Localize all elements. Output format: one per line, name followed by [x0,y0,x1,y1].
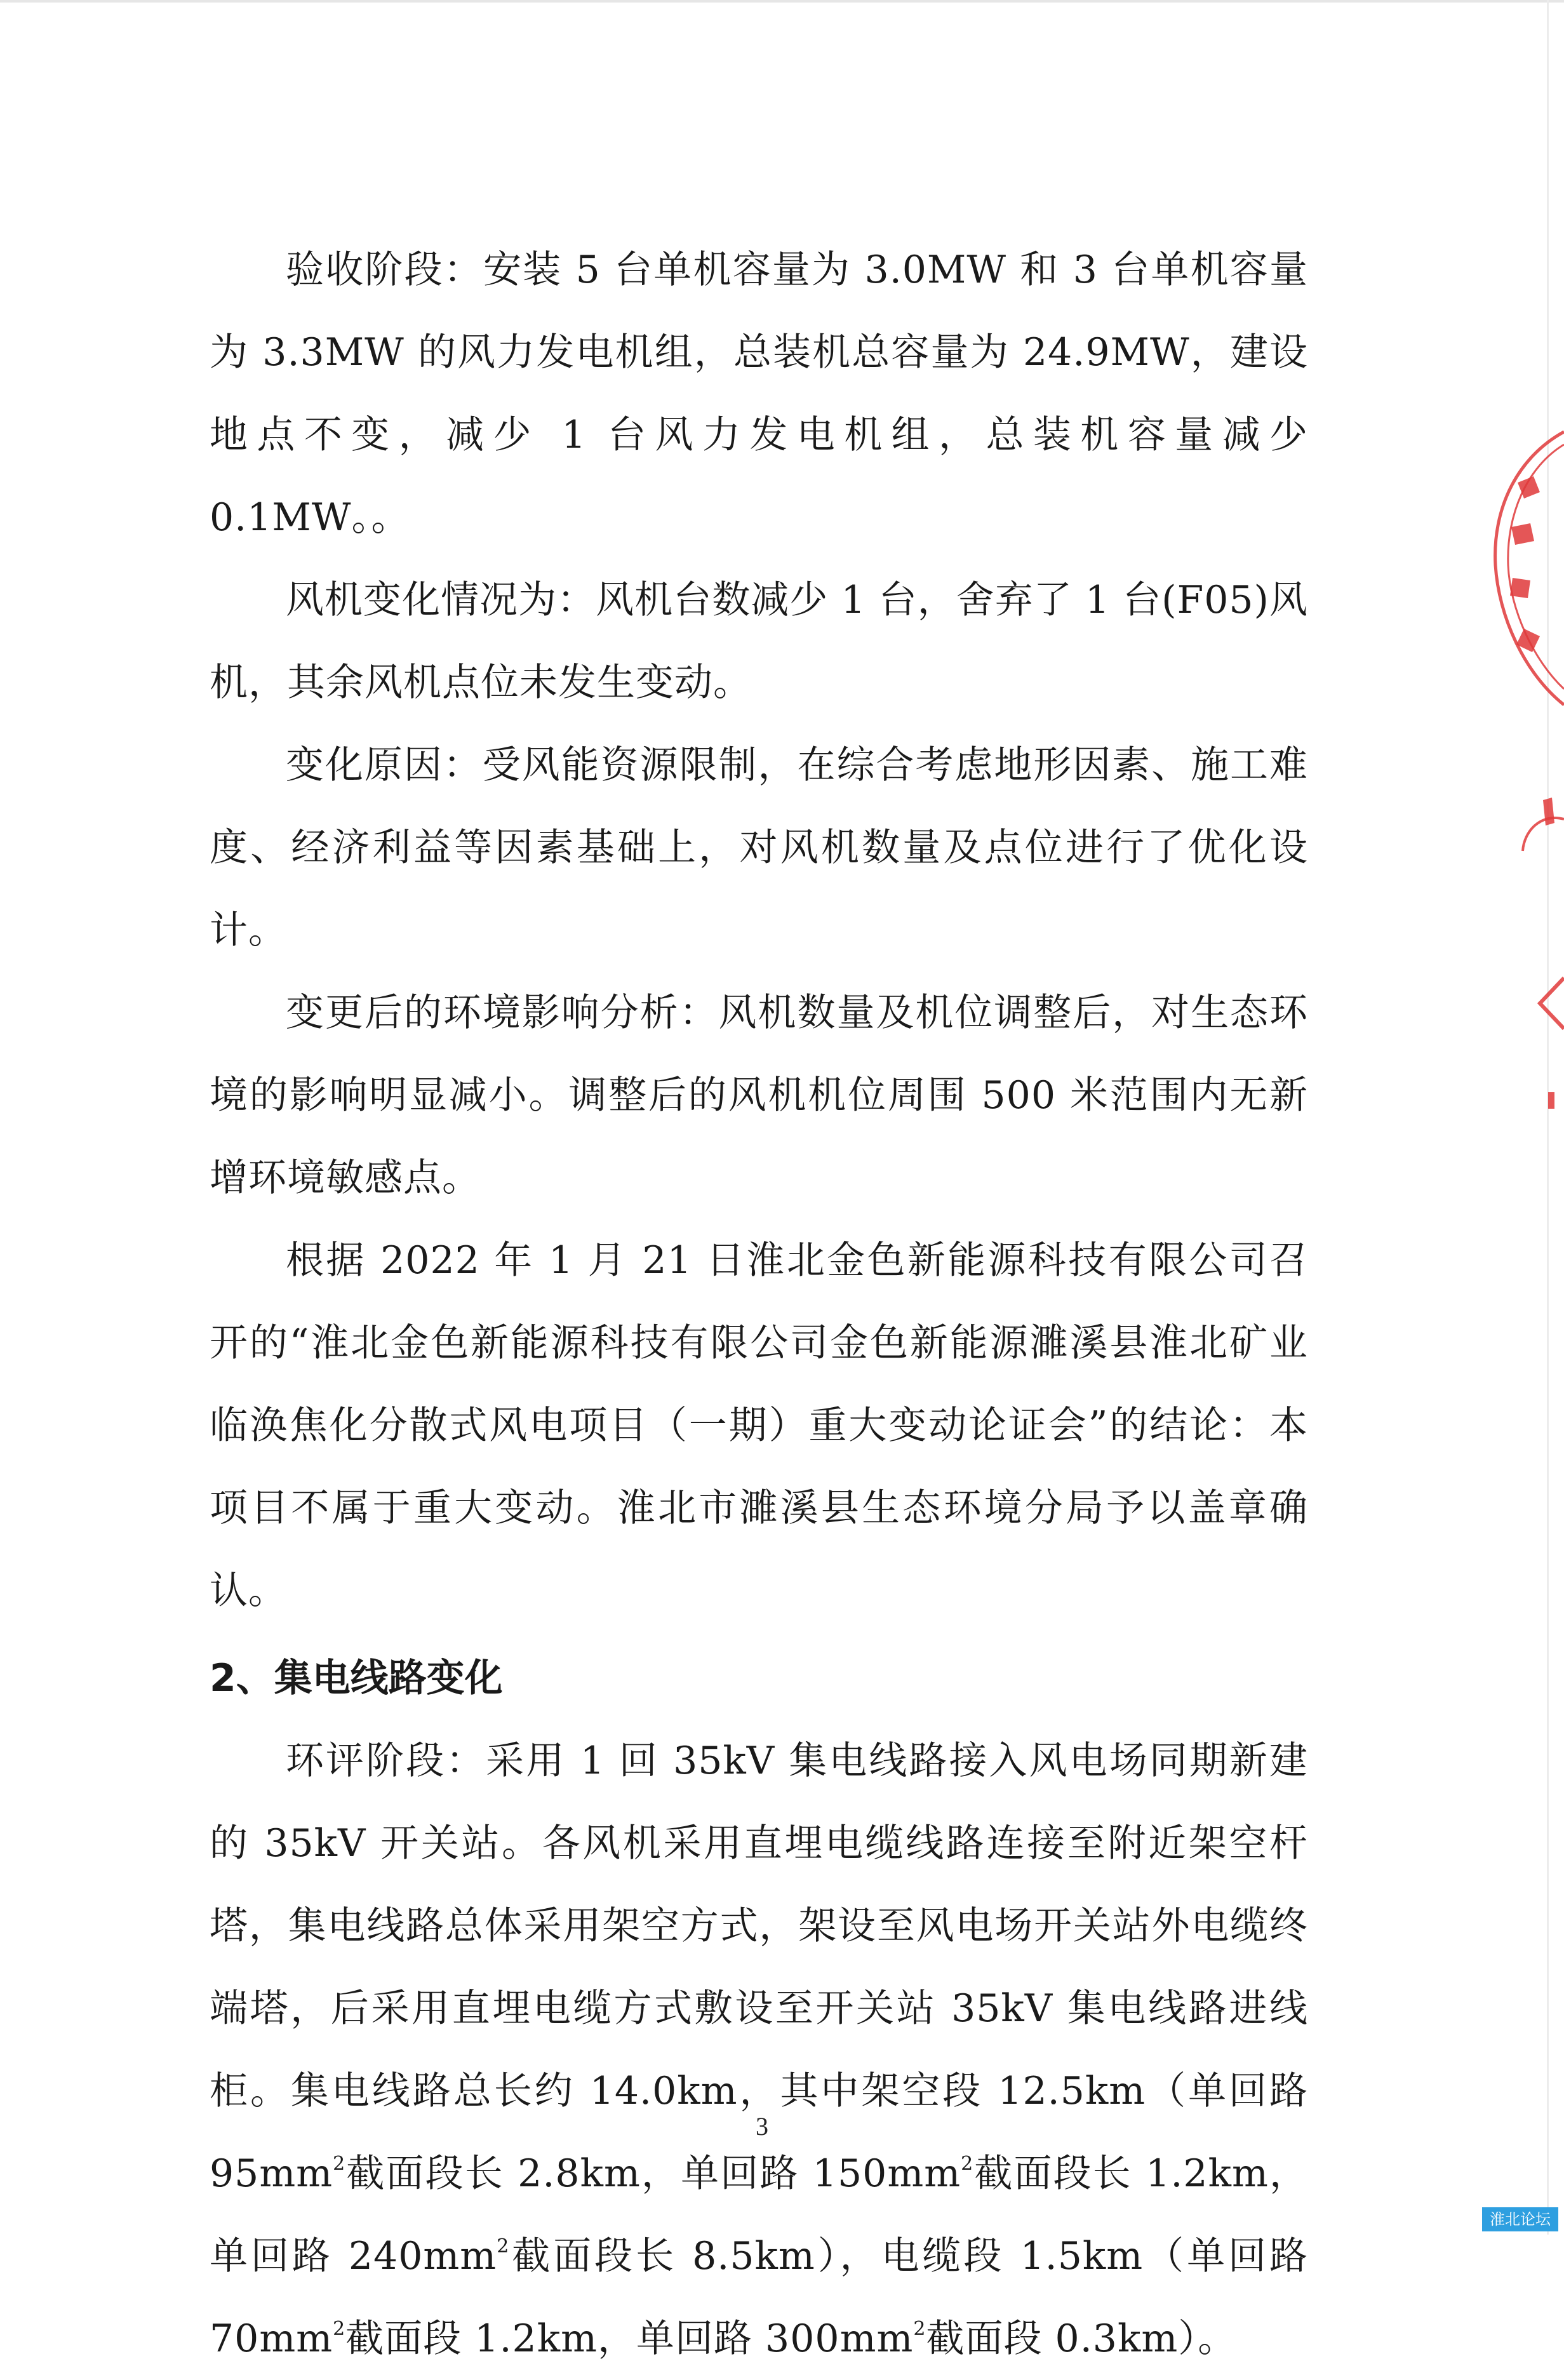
paragraph-environment-impact: 变更后的环境影响分析：风机数量及机位调整后，对生态环境的影响明显减小。调整后的风机机位周围 500 米范围内无新增环境敏感点。 [210,991,1308,1200]
text-segment: 截面段长 1.2km，单回路 240mm [210,2151,1308,2278]
paragraph-conclusion: 根据 2022 年 1 月 21 日淮北金色新能源科技有限公司召开的“淮北金色新能源科技有限公司金色新能源濉溪县淮北矿业临涣焦化分散式风电项目（一期）重大变动论证会”的结论：本项目不属于重大变动。淮北市濉溪县生态环境分局予以盖章确认。 [210,1238,1308,1613]
text-segment: 截面段 0.3km）。 [926,2316,1237,2361]
superscript-2: 2 [961,2153,974,2175]
scan-top-rule [0,0,1564,3]
section-heading: 2、集电线路变化 [210,1656,503,1701]
superscript-2: 2 [913,2318,926,2340]
paragraph-collector-line [210,1720,1308,2380]
superscript-2: 2 [333,2153,346,2175]
text-segment: 截面段 1.2km，单回路 300mm [345,2316,914,2361]
document-body [210,229,1308,2380]
forum-watermark: 淮北论坛 [1482,2207,1558,2231]
paragraph-change-reason: 变化原因：受风能资源限制，在综合考虑地形因素、施工难度、经济利益等因素基础上，对风机数量及点位进行了优化设计。 [210,743,1308,953]
superscript-2: 2 [333,2318,346,2340]
page-number: 3 [756,2112,768,2141]
text-segment: 截面段长 2.8km，单回路 150mm [345,2151,961,2196]
text-segment: 环评阶段：采用 1 回 35kV 集电线路接入风电场同期新建的 35kV 开关站。各风机采用直埋电缆线路连接至附近架空杆塔，集电线路总体采用架空方式，架设至风电场开关站外电缆终端塔，后采用直埋电缆方式敷设至开关站 35kV 集电线路进线柜。集电线路总长约 14.0km，其中架空段 12.5km（单回路 95mm [210,1739,1308,2196]
superscript-2: 2 [497,2235,510,2257]
paragraph-turbine-change: 风机变化情况为：风机台数减少 1 台，舍弃了 1 台(F05)风机，其余风机点位未发生变动。 [210,578,1308,705]
red-seal-stamp [1480,406,1564,1156]
text-segment: 截面段长 8.5km），电缆段 1.5km（单回路 70mm [210,2234,1308,2361]
paragraph-acceptance-stage: 验收阶段：安装 5 台单机容量为 3.0MW 和 3 台单机容量为 3.3MW 的风力发电机组，总装机总容量为 24.9MW，建设地点不变，减少 1 台风力发电机组，总装机容量减少 0.1MW。。 [210,248,1308,540]
